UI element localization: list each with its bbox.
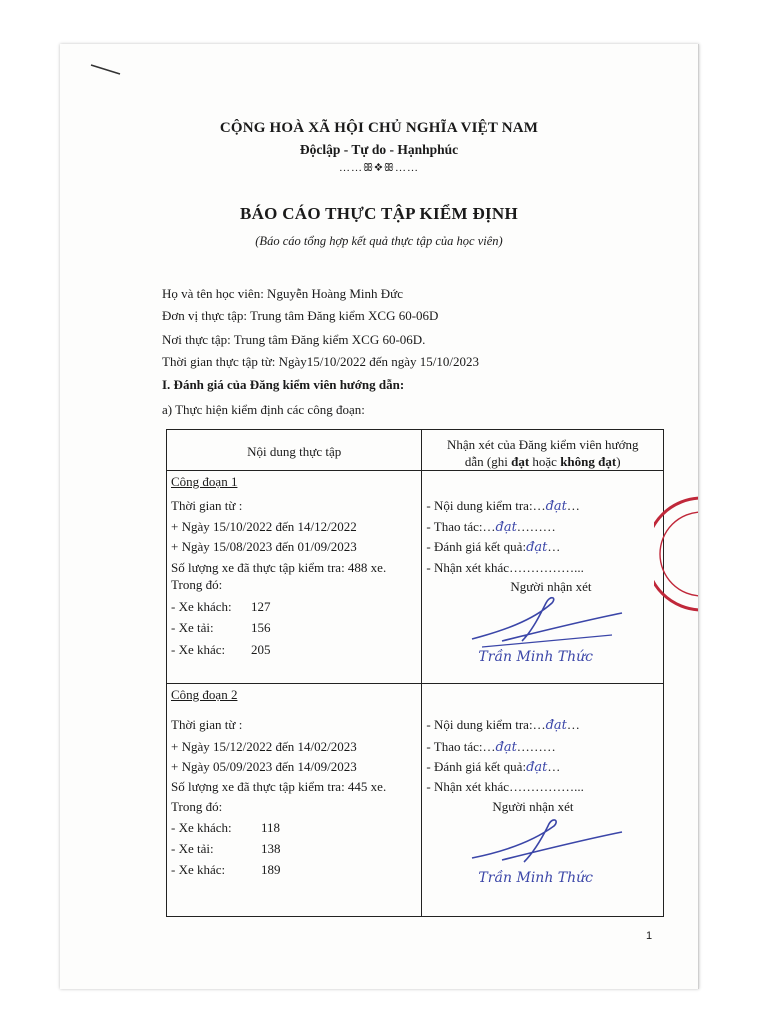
section-subheading: a) Thực hiện kiểm định các công đoạn:: [162, 402, 365, 417]
training-unit-line: Đơn vị thực tập: Trung tâm Đăng kiểm XCG 60-06D: [162, 308, 439, 323]
training-period-line: Thời gian thực tập từ: Ngày15/10/2022 đến ngày 15/10/2023: [162, 354, 480, 369]
stage-2-review: - Nội dung kiểm tra:…đạt… - Thao tác:…đạt……… - Đánh giá kết quả:đạt… - Nhận xét khác……………... Người nhận xét Trần Minh Thức: [422, 684, 664, 917]
report-subtitle: (Báo cáo tổng hợp kết quả thực tập của học viên): [255, 234, 503, 248]
student-name-line: Họ và tên học viên: Nguyễn Hoàng Minh Đức: [162, 286, 403, 301]
document-page: [60, 44, 699, 989]
stage-2-content: Công đoạn 2 Thời gian từ : + Ngày 15/12/2022 đến 14/02/2023 + Ngày 05/09/2023 đến 14/09/2023 Số lượng xe đã thực tập kiểm tra: 445 xe. Trong đó: - Xe khách: 118 - Xe tải: 138 - Xe khác: 189: [167, 684, 422, 917]
handwritten-mark: đạt: [495, 520, 517, 535]
reviewer-label: Người nhận xét: [492, 799, 574, 814]
handwritten-mark: đạt: [526, 760, 548, 775]
national-motto: Độclập - Tự do - Hạnhphúc: [299, 142, 459, 157]
nation-title: CỘNG HOÀ XÃ HỘI CHỦ NGHĨA VIỆT NAM: [219, 120, 539, 136]
pen-stroke-mark: [90, 62, 122, 76]
signature-name: Trần Minh Thức: [478, 870, 594, 886]
stage-name: Công đoạn 2: [171, 687, 238, 702]
red-seal-stamp: [654, 494, 699, 614]
signature-drawing: [462, 591, 632, 651]
handwritten-mark: đạt: [545, 718, 567, 733]
training-place-line: Nơi thực tập: Trung tâm Đăng kiểm XCG 60-06D.: [162, 332, 426, 347]
handwritten-mark: đạt: [545, 499, 567, 514]
signature-name: Trần Minh Thức: [478, 649, 594, 665]
table-row: [167, 684, 664, 917]
table-header-review: Nhận xét của Đăng kiểm viên hướng dẫn (ghi đạt hoặc không đạt): [422, 430, 664, 471]
stage-1-review: - Nội dung kiểm tra:…đạt… - Thao tác:…đạt……… - Đánh giá kết quả:đạt… - Nhận xét khác……………... Người nhận xét Trần Minh Thức: [422, 471, 664, 684]
ornament-divider: ……ꕥ❖ꕥ……: [338, 162, 420, 174]
handwritten-mark: đạt: [495, 740, 517, 755]
table-row: [167, 471, 664, 684]
report-title: BÁO CÁO THỰC TẬP KIỂM ĐỊNH: [239, 204, 519, 223]
stage-name: Công đoạn 1: [171, 474, 238, 489]
page-number: 1: [646, 930, 653, 942]
table-header-content: Nội dung thực tập: [167, 430, 422, 471]
evaluation-table: [166, 429, 664, 917]
reviewer-label: Người nhận xét: [510, 579, 592, 594]
signature-drawing: [462, 812, 632, 872]
section-heading: I. Đánh giá của Đăng kiểm viên hướng dẫn:: [162, 377, 405, 392]
handwritten-mark: đạt: [526, 540, 548, 555]
stage-1-content: Công đoạn 1 Thời gian từ : + Ngày 15/10/2022 đến 14/12/2022 + Ngày 15/08/2023 đến 01/09/2023 Số lượng xe đã thực tập kiểm tra: 488 xe. Trong đó: - Xe khách: 127 - Xe tải: 156 - Xe khác: 205: [167, 471, 422, 684]
